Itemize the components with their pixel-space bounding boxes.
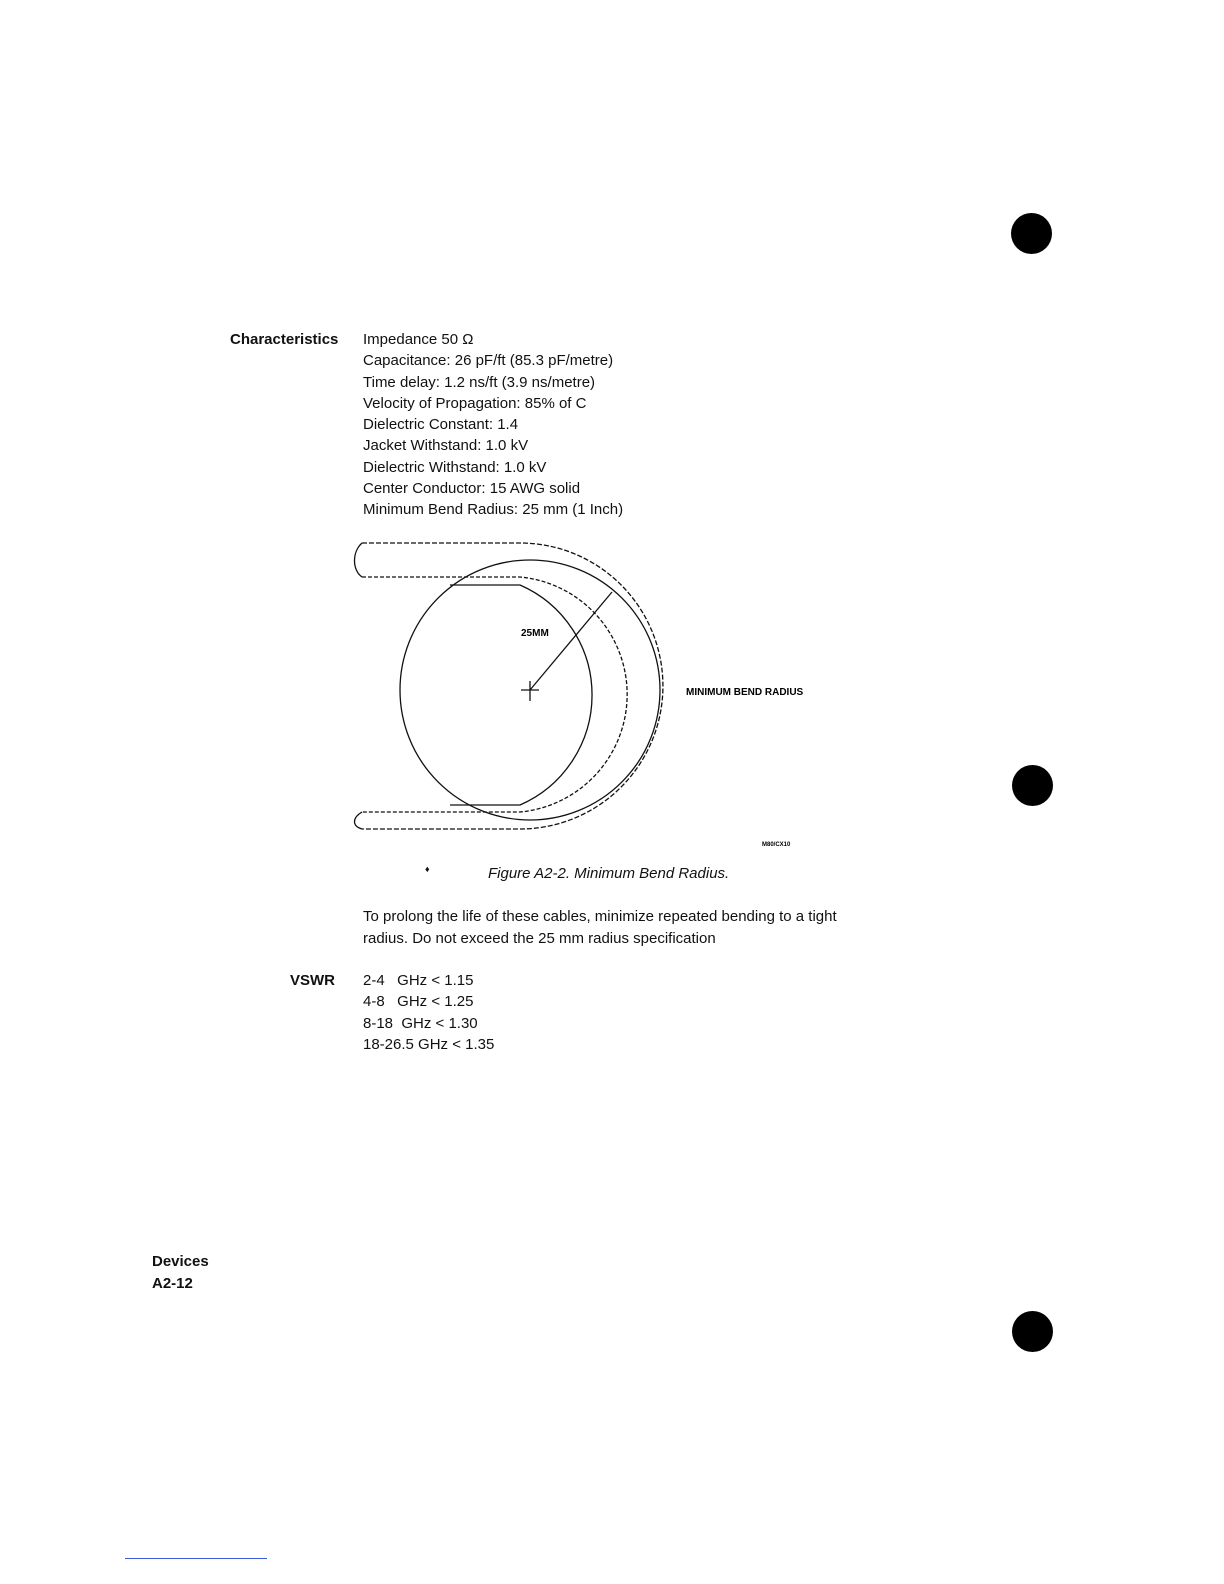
spec-impedance: Impedance 50 Ω [363,331,474,348]
footer-page-number: A2-12 [152,1275,193,1292]
spec-dielectric-withstand: Dielectric Withstand: 1.0 kV [363,458,547,476]
page-footer [152,1251,209,1295]
spec-capacitance: Capacitance: 26 pF/ft (85.3 pF/metre) [363,352,614,370]
spec-center-conductor: Center Conductor: 15 AWG solid [363,480,581,498]
spec-jacket-withstand: Jacket Withstand: 1.0 kV [363,437,529,455]
cable-care-paragraph: To prolong the life of these cables, minimize repeated bending to a tight radius. Do not exceed the 25 mm radius specification [363,908,837,947]
spec-dielectric-constant: Dielectric Constant: 1.4 [363,416,519,434]
figure-code: M80/CX10 [762,842,791,848]
vswr-line-3: 8-18 GHz < 1.30 [363,1014,478,1032]
cable-end-bottom [355,812,363,829]
spec-velocity: Velocity of Propagation: 85% of C [363,394,587,412]
cable-end-top [355,543,363,577]
vswr-line-4: 18-26.5 GHz < 1.35 [363,1035,495,1053]
binder-hole-top [1011,213,1052,254]
callout-label: MINIMUM BEND RADIUS [686,687,804,698]
vswr-label: VSWR [290,972,335,989]
binder-hole-middle [1012,765,1053,806]
radius-label: 25MM [521,628,549,639]
figure-caption: Figure A2-2. Minimum Bend Radius. [488,865,730,882]
characteristics-label: Characteristics [230,331,339,348]
radius-line [530,592,612,690]
spec-time-delay: Time delay: 1.2 ns/ft (3.9 ns/metre) [363,373,596,391]
vswr-line-1: 2-4 GHz < 1.15 [363,972,474,989]
caption-mark: ♦ [425,864,430,874]
bend-radius-diagram [350,535,870,855]
cable-inner-liner [450,585,592,805]
characteristics-list [363,329,623,521]
bottom-rule [125,1558,267,1559]
vswr-line-2: 4-8 GHz < 1.25 [363,993,474,1011]
binder-hole-bottom [1012,1311,1053,1352]
cable-inner-edge [362,577,627,812]
vswr-list [363,970,494,1055]
footer-section: Devices [152,1253,209,1270]
spec-bend-radius: Minimum Bend Radius: 25 mm (1 Inch) [363,501,624,519]
